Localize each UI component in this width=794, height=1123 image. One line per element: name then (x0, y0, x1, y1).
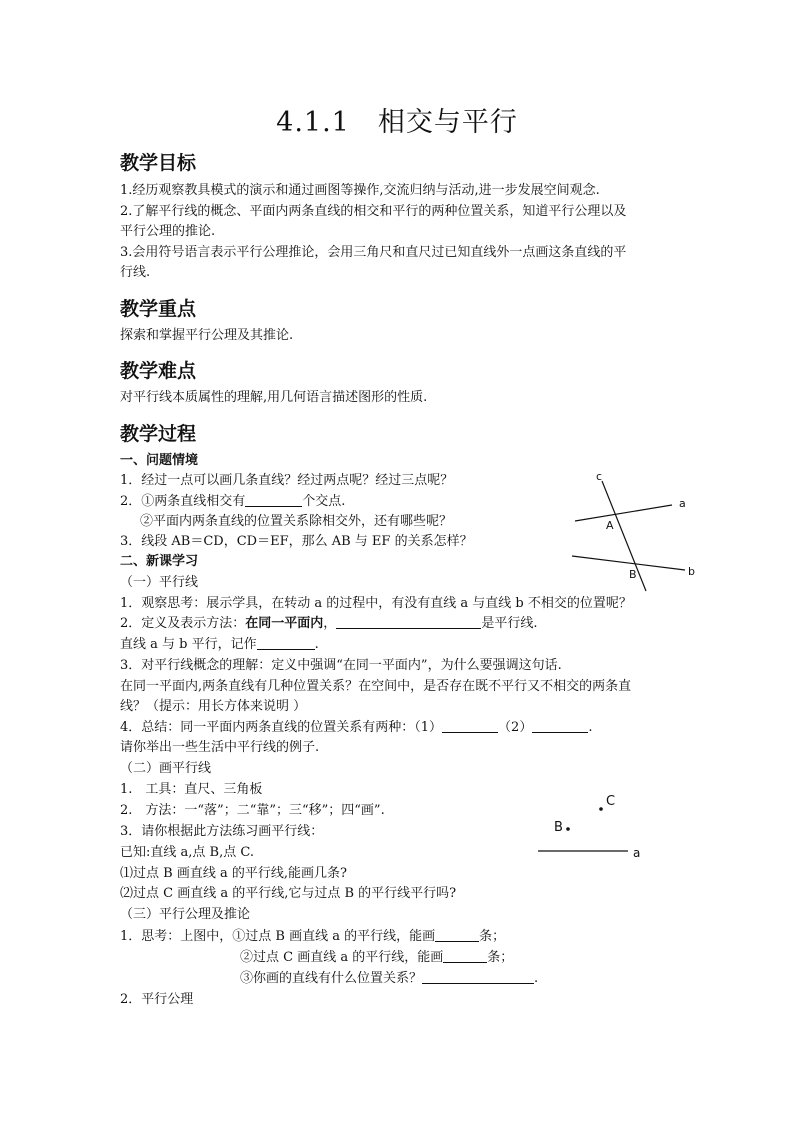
draw-q2: ⑵过点 C 画直线 a 的平行线,它与过点 B 的平行线平行吗? (120, 886, 457, 901)
label-a: a (679, 497, 686, 510)
think-2-text: ②过点 C 画直线 a 的平行线，能画 (240, 950, 444, 965)
answer-blank[interactable] (442, 718, 498, 733)
think-2-suffix: 条； (487, 950, 514, 965)
part1-heading: 一、问题情境 (120, 453, 199, 468)
para-question: 在同一平面内,两条直线有几种位置关系？在空间中，是否存在既不平行又不相交的两条直 (120, 679, 632, 694)
answer-blank[interactable] (257, 635, 315, 650)
answer-blank[interactable] (443, 948, 487, 963)
page-title: 4.1.1 相交与平行 (276, 107, 518, 138)
label-a2: a (633, 846, 641, 860)
draw-q1: ⑴过点 B 画直线 a 的平行线,能画几条? (120, 866, 347, 881)
sub-heading-2: （二）画平行线 (120, 761, 212, 776)
part1-q3: 3．线段 AB＝CD，CD＝EF，那么 AB 与 EF 的关系怎样？ (120, 534, 473, 549)
think-2 (240, 948, 513, 968)
difficulty-text: 对平行线本质属性的理解,用几何语言描述图形的性质. (120, 390, 428, 405)
goal-line-3: 平行公理的推论. (120, 224, 216, 239)
answer-blank[interactable] (245, 492, 302, 507)
para-concept: 3．对平行线概念的理解：定义中强调“在同一平面内”，为什么要强调这句话. (120, 658, 562, 673)
para-hint: 线？（提示：用长方体来说明 ） (120, 699, 307, 714)
para-notation (120, 635, 319, 655)
goal-line-5: 行线. (120, 265, 151, 280)
line-c (602, 481, 646, 591)
summary-text: 4．总结：同一平面内两条直线的位置关系有两种：（1） (120, 720, 443, 735)
part2-heading: 二、新课学习 (120, 554, 199, 569)
goal-line-1: 1.经历观察教具模式的演示和通过画图等操作,交流归纳与活动,进一步发展空间观念. (120, 183, 600, 198)
label-c: c (596, 470, 603, 483)
q2a-suffix: 个交点. (302, 494, 346, 509)
think-3-text: ③你画的直线有什么位置关系？ (240, 971, 423, 986)
part1-q2a (120, 492, 345, 512)
heading-process: 教学过程 (120, 423, 197, 445)
point-C (599, 807, 603, 811)
answer-blank[interactable] (422, 969, 534, 984)
draw-given: 已知:直线 a,点 B,点 C. (120, 845, 254, 860)
para-summary (120, 718, 592, 738)
label-B2: B (554, 820, 563, 835)
answer-blank[interactable] (336, 614, 481, 629)
think-3-suffix: . (534, 971, 539, 986)
line-a (575, 505, 672, 521)
part1-q1: 1．经过一点可以画几条直线？经过两点呢？经过三点呢？ (120, 473, 454, 488)
goal-line-4: 3.会用符号语言表示平行公理推论，会用三角尺和直尺过已知直线外一点画这条直线的平 (120, 245, 627, 260)
summary-suffix: . (588, 720, 593, 735)
summary-text-2: （2） (498, 720, 533, 735)
para-examples: 请你举出一些生活中平行线的例子. (120, 740, 320, 755)
heading-goals: 教学目标 (120, 152, 197, 174)
label-B: B (629, 568, 637, 581)
label-A: A (606, 519, 614, 532)
heading-key: 教学重点 (120, 298, 197, 320)
goal-line-2: 2.了解平行线的概念、平面内两条直线的相交和平行的两种位置关系，知道平行公理以及 (120, 204, 627, 219)
notation-text: 直线 a 与 b 平行，记作 (120, 637, 257, 652)
heading-difficulty: 教学难点 (120, 360, 197, 382)
definition-suffix: 是平行线. (481, 616, 538, 631)
sub-heading-1: （一）平行线 (120, 575, 199, 590)
point-B (566, 827, 570, 831)
q2a-text: 2．①两条直线相交有 (120, 494, 246, 509)
draw-tools: 1. 工具：直尺、三角板 (120, 782, 263, 797)
think-1-text: 1．思考：上图中，①过点 B 画直线 a 的平行线，能画 (120, 929, 436, 944)
think-1 (120, 927, 505, 947)
answer-blank[interactable] (532, 718, 588, 733)
part1-q2b: ②平面内两条直线的位置关系除相交外，还有哪些呢？ (140, 514, 453, 529)
draw-practice: 3．请你根据此方法练习画平行线： (120, 824, 324, 839)
label-C: C (606, 794, 616, 809)
definition-label: 2．定义及表示方法： (120, 616, 246, 631)
definition-bold: 在同一平面内 (245, 616, 324, 631)
key-text: 探索和掌握平行公理及其推论. (120, 328, 294, 343)
figure-intersecting-lines (560, 465, 710, 595)
think-3 (240, 969, 538, 989)
parallel-axiom-heading: 2．平行公理 (120, 992, 194, 1007)
para-observe: 1．观察思考：展示学具，在转动 a 的过程中，有没有直线 a 与直线 b 不相交的位置呢？ (120, 596, 632, 611)
draw-method: 2. 方法：一“落”；二“靠”；三“移”；四“画”. (120, 803, 385, 818)
sub-heading-3: （三）平行公理及推论 (120, 907, 251, 922)
think-1-suffix: 条； (479, 929, 506, 944)
answer-blank[interactable] (435, 927, 479, 942)
label-b: b (688, 565, 695, 578)
para-definition (120, 614, 537, 634)
definition-comma: ， (323, 616, 337, 631)
notation-suffix: . (314, 637, 319, 652)
figure-points-and-line (530, 785, 660, 865)
